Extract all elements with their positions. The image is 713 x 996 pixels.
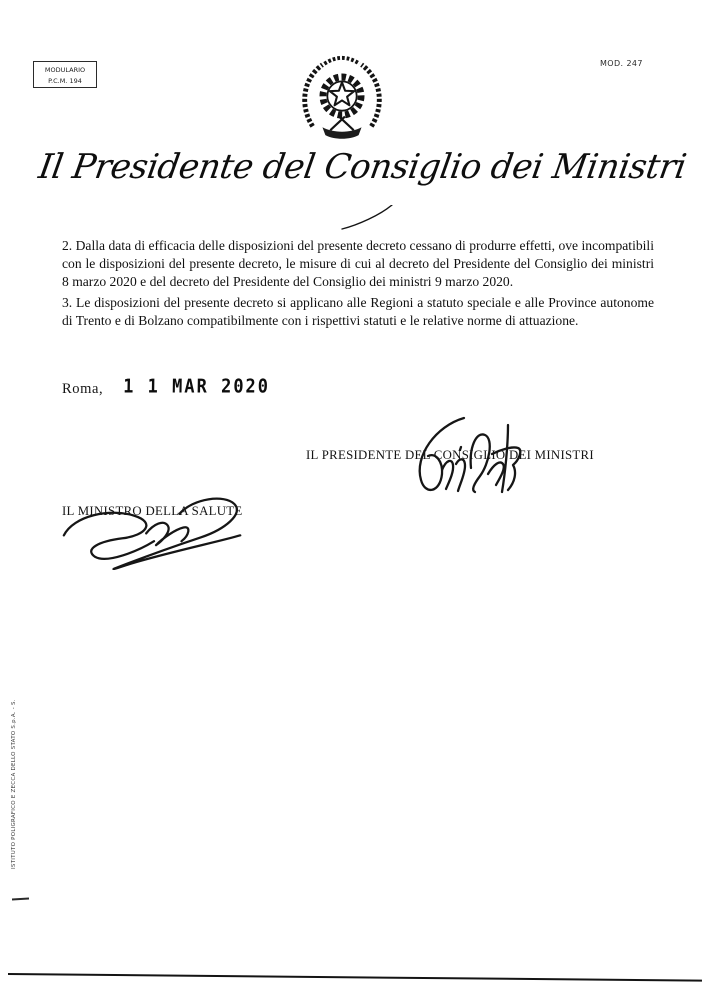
letterhead-flourish	[340, 205, 400, 231]
decree-body	[62, 237, 654, 330]
letterhead-script-title: Il Presidente del Consiglio dei Ministri	[36, 147, 689, 187]
president-signature-label: IL PRESIDENTE DEL CONSIGLIO DEI MINISTRI	[306, 448, 594, 462]
modulario-box	[33, 61, 97, 88]
place-label: Roma,	[62, 381, 104, 397]
scan-artifact-dash	[12, 898, 29, 901]
mod-number-label: MOD. 247	[600, 59, 643, 68]
scan-artifact-bottom-line	[8, 973, 702, 982]
modulario-line1: MODULARIO	[44, 66, 86, 74]
health-minister-signature-label: IL MINISTRO DELLA SALUTE	[62, 504, 243, 518]
decree-paragraph-2: 2. Dalla data di efficacia delle disposizioni del presente decreto cessano di produrre effetti, ove incompatibili con le disposizioni del presente decreto, le misure di cui al decreto del Presidente del Consiglio dei ministri 8 marzo 2020 e del decreto del Presidente del Consiglio dei ministri 9 marzo 2020.	[62, 238, 654, 290]
dateline	[62, 375, 271, 398]
health-minister-signature-scribble	[56, 486, 252, 570]
print-office-imprint: ISTITUTO POLIGRAFICO E ZECCA DELLO STATO S.p.A. - S.	[11, 699, 17, 869]
decree-paragraph-3: 3. Le disposizioni del presente decreto si applicano alle Regioni a statuto speciale e alle Province autonome di Trento e di Bolzano compatibilmente con i rispettivi statuti e le relative norme di attuazione.	[62, 294, 654, 328]
italian-republic-emblem-icon	[298, 55, 386, 139]
president-signature-scribble	[376, 412, 548, 509]
modulario-line2: P.C.M. 194	[48, 76, 82, 85]
date-stamp: 1 1 MAR 2020	[123, 375, 271, 398]
